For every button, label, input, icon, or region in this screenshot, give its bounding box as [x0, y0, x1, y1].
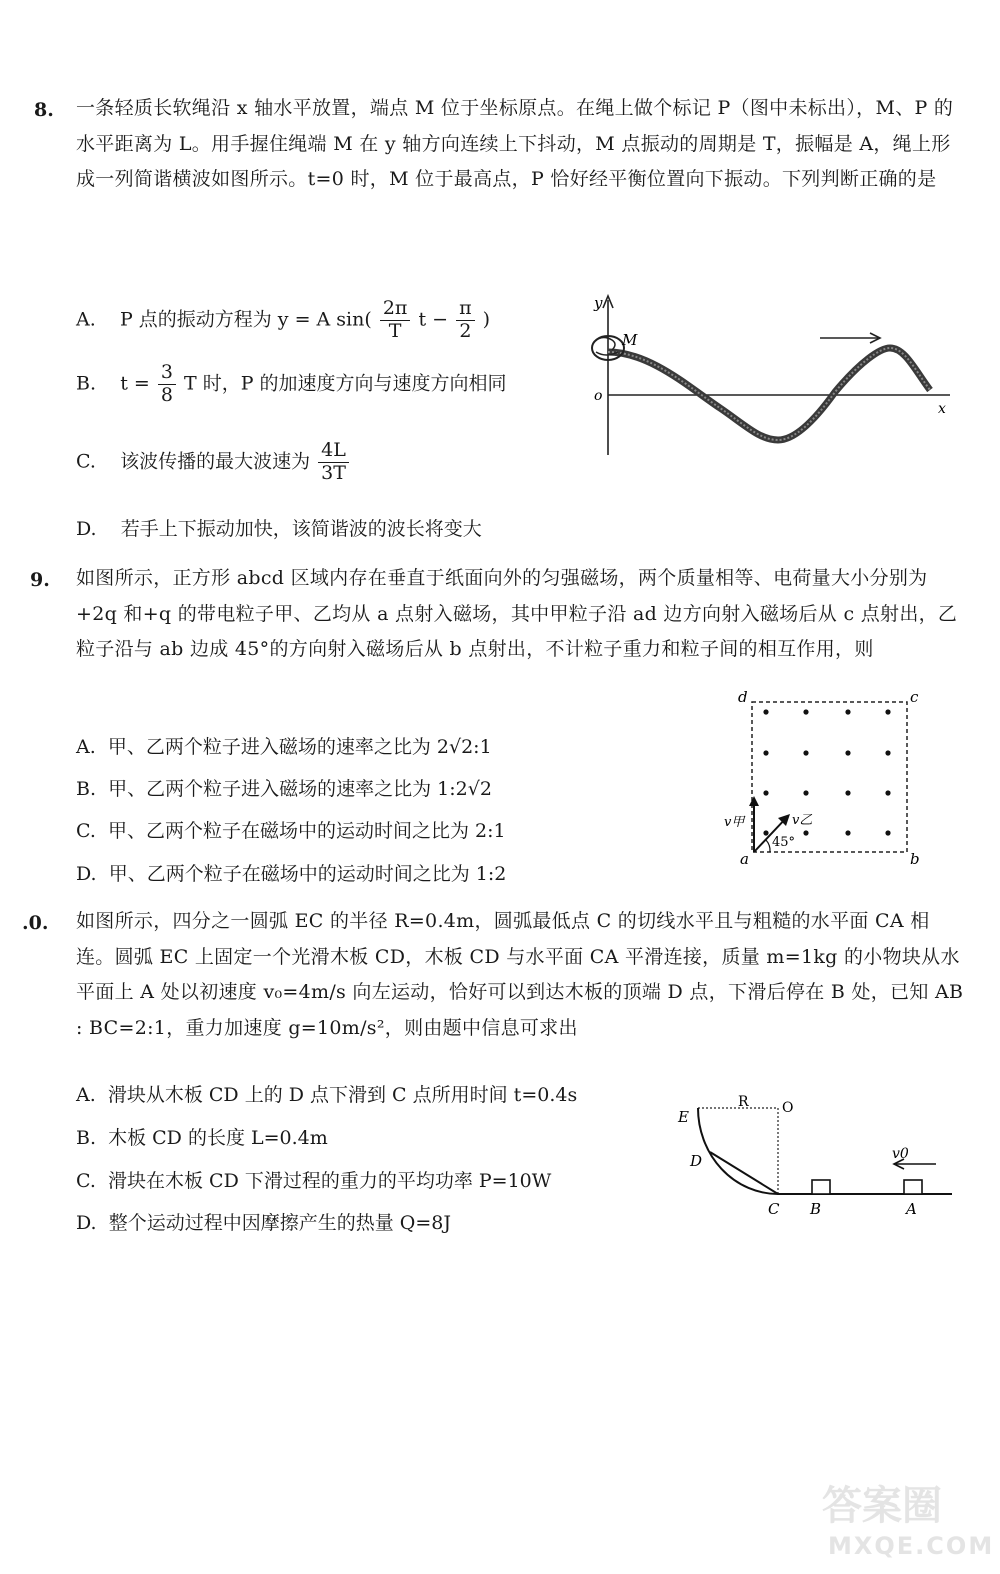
- q8-option-c-text: 该波传播的最大波速为: [120, 450, 311, 473]
- x-axis-label: x: [938, 401, 946, 417]
- fraction-numerator: π: [456, 298, 475, 321]
- point-b-label: B: [810, 1200, 822, 1218]
- block-at-a: [904, 1180, 922, 1194]
- q9-option-d-text: 甲、乙两个粒子在磁场中的运动时间之比为 1:2: [108, 863, 507, 885]
- q8-option-b-pre: t =: [120, 372, 150, 395]
- q10-option-d[interactable]: [76, 1214, 451, 1233]
- q9-option-a-text: 甲、乙两个粒子进入磁场的速率之比为 2√2:1: [107, 736, 492, 758]
- angle-label: 45°: [772, 835, 796, 850]
- q9-option-d[interactable]: [76, 865, 506, 884]
- q10-option-c-label: C.: [76, 1170, 96, 1192]
- block-at-b: [812, 1180, 830, 1194]
- point-c-label: C: [768, 1200, 780, 1218]
- q10-option-b-text: 木板 CD 的长度 L=0.4m: [108, 1127, 328, 1149]
- point-d-label: D: [690, 1152, 703, 1170]
- q10-option-a-text: 滑块从木板 CD 上的 D 点下滑到 C 点所用时间 t=0.4s: [107, 1084, 578, 1106]
- q8-option-a-close: ): [482, 308, 491, 331]
- point-m-label: M: [622, 331, 638, 349]
- corner-d-label: d: [738, 688, 748, 706]
- q8-option-a-fraction-2: [456, 298, 475, 343]
- question-9-stem: 如图所示，正方形 abcd 区域内存在垂直于纸面向外的匀强磁场，两个质量相等、电荷量大小分别为+2q 和+q 的带电粒子甲、乙均从 a 点射入磁场，其中甲粒子沿 ad 边方向射入磁场后从 c 点射出，乙粒子沿与 ab 边成 45°的方向射入磁场后从 b 点射出，不计粒子重力和粒子间的相互作用，则: [76, 567, 958, 660]
- q8-option-b-text: T 时，P 的加速度方向与速度方向相同: [183, 372, 507, 395]
- q9-option-a-label: A.: [76, 736, 96, 758]
- q9-option-a[interactable]: [76, 738, 492, 757]
- q8-option-c-fraction: [318, 440, 349, 485]
- q10-option-b[interactable]: [76, 1129, 328, 1148]
- point-e-label: E: [678, 1108, 689, 1126]
- q8-option-a-label: A.: [76, 308, 96, 331]
- q10-option-c-text: 滑块在木板 CD 下滑过程的重力的平均功率 P=10W: [108, 1170, 552, 1192]
- corner-b-label: b: [910, 850, 920, 868]
- q8-option-d-label: D.: [76, 518, 97, 540]
- question-10-stem: 如图所示，四分之一圆弧 EC 的半径 R=0.4m，圆弧最低点 C 的切线水平且与粗糙的水平面 CA 相连。圆弧 EC 上固定一个光滑木板 CD，木板 CD 与水平面 CA 平滑连接，质量 m=1kg 的小物块从水平面上 A 处以初速度 v₀=4m/s 向左运动，恰好可以到达木板的顶端 D 点，下滑后停在 B 处，已知 AB : BC=2:1，重力加速度 g=10m/s²，则由题中信息可求出: [76, 910, 964, 1039]
- q10-option-a-label: A.: [76, 1084, 96, 1106]
- fraction-numerator: 2π: [380, 298, 411, 321]
- question-8-number: 8.: [34, 99, 54, 121]
- q8-option-a[interactable]: [76, 298, 490, 343]
- v0-label: v0: [892, 1146, 909, 1162]
- arrow-up-icon: [749, 796, 759, 806]
- q9-option-c[interactable]: [76, 822, 506, 841]
- point-a-label: A: [906, 1200, 917, 1218]
- q10-track-figure: [670, 1088, 960, 1223]
- question-9-number: 9.: [30, 569, 50, 591]
- angle-arc: [766, 840, 770, 852]
- watermark-url: MXQE.COM: [828, 1532, 995, 1560]
- corner-a-label: a: [740, 850, 749, 868]
- q8-option-b-fraction: [158, 362, 176, 407]
- question-10-number: .0.: [22, 912, 49, 934]
- q9-option-b[interactable]: [76, 780, 492, 799]
- q10-option-a[interactable]: [76, 1086, 577, 1105]
- q8-option-a-text: P 点的振动方程为 y = A sin(: [119, 308, 372, 331]
- q8-option-c[interactable]: [76, 440, 351, 485]
- radius-label: R: [738, 1094, 749, 1110]
- q8-option-d[interactable]: [76, 520, 482, 539]
- q9-option-c-label: C.: [76, 820, 96, 842]
- q9-option-c-text: 甲、乙两个粒子在磁场中的运动时间之比为 2:1: [108, 820, 506, 842]
- fraction-denominator: 8: [160, 383, 173, 406]
- q9-option-b-label: B.: [76, 778, 97, 800]
- q8-option-c-label: C.: [76, 450, 96, 473]
- q10-option-d-text: 整个运动过程中因摩擦产生的热量 Q=8J: [108, 1212, 451, 1234]
- q10-option-b-label: B.: [76, 1127, 97, 1149]
- corner-c-label: c: [910, 688, 919, 706]
- q9-option-b-text: 甲、乙两个粒子进入磁场的速率之比为 1:2√2: [108, 778, 492, 800]
- q9-field-figure: [720, 688, 930, 868]
- quarter-arc-ec: [698, 1108, 778, 1194]
- q8-option-b-label: B.: [76, 372, 97, 395]
- q9-option-d-label: D.: [76, 863, 97, 885]
- fraction-denominator: T: [388, 319, 402, 342]
- q10-option-c[interactable]: [76, 1172, 551, 1191]
- q8-option-b[interactable]: [76, 362, 507, 407]
- fraction-denominator: 3T: [321, 461, 346, 484]
- q10-option-d-label: D.: [76, 1212, 97, 1234]
- velocity-yi-label: v乙: [792, 813, 813, 828]
- board-cd: [710, 1152, 778, 1194]
- watermark-logo: 答案圈: [822, 1483, 942, 1529]
- fraction-denominator: 2: [459, 319, 472, 342]
- q8-option-a-fraction-1: [380, 298, 411, 343]
- velocity-jia-label: v甲: [724, 815, 745, 830]
- q8-option-a-mid: t −: [418, 308, 449, 331]
- y-axis-label: y: [594, 294, 603, 312]
- fraction-numerator: 4L: [318, 440, 349, 463]
- fraction-numerator: 3: [158, 362, 176, 385]
- q8-wave-figure: [570, 290, 960, 465]
- rope-wave: [608, 348, 930, 440]
- center-o-label: O: [782, 1100, 794, 1116]
- origin-label: o: [594, 388, 603, 404]
- q8-option-d-text: 若手上下振动加快，该简谐波的波长将变大: [120, 518, 482, 540]
- question-8-stem: 一条轻质长软绳沿 x 轴水平放置，端点 M 位于坐标原点。在绳上做个标记 P（图中未标出），M、P 的水平距离为 L。用手握住绳端 M 在 y 轴方向连续上下抖动，M 点振动的周期是 T，振幅是 A，绳上形成一列简谐横波如图所示。t=0 时，M 位于最高点，P 恰好经平衡位置向下振动。下列判断正确的是: [76, 97, 954, 190]
